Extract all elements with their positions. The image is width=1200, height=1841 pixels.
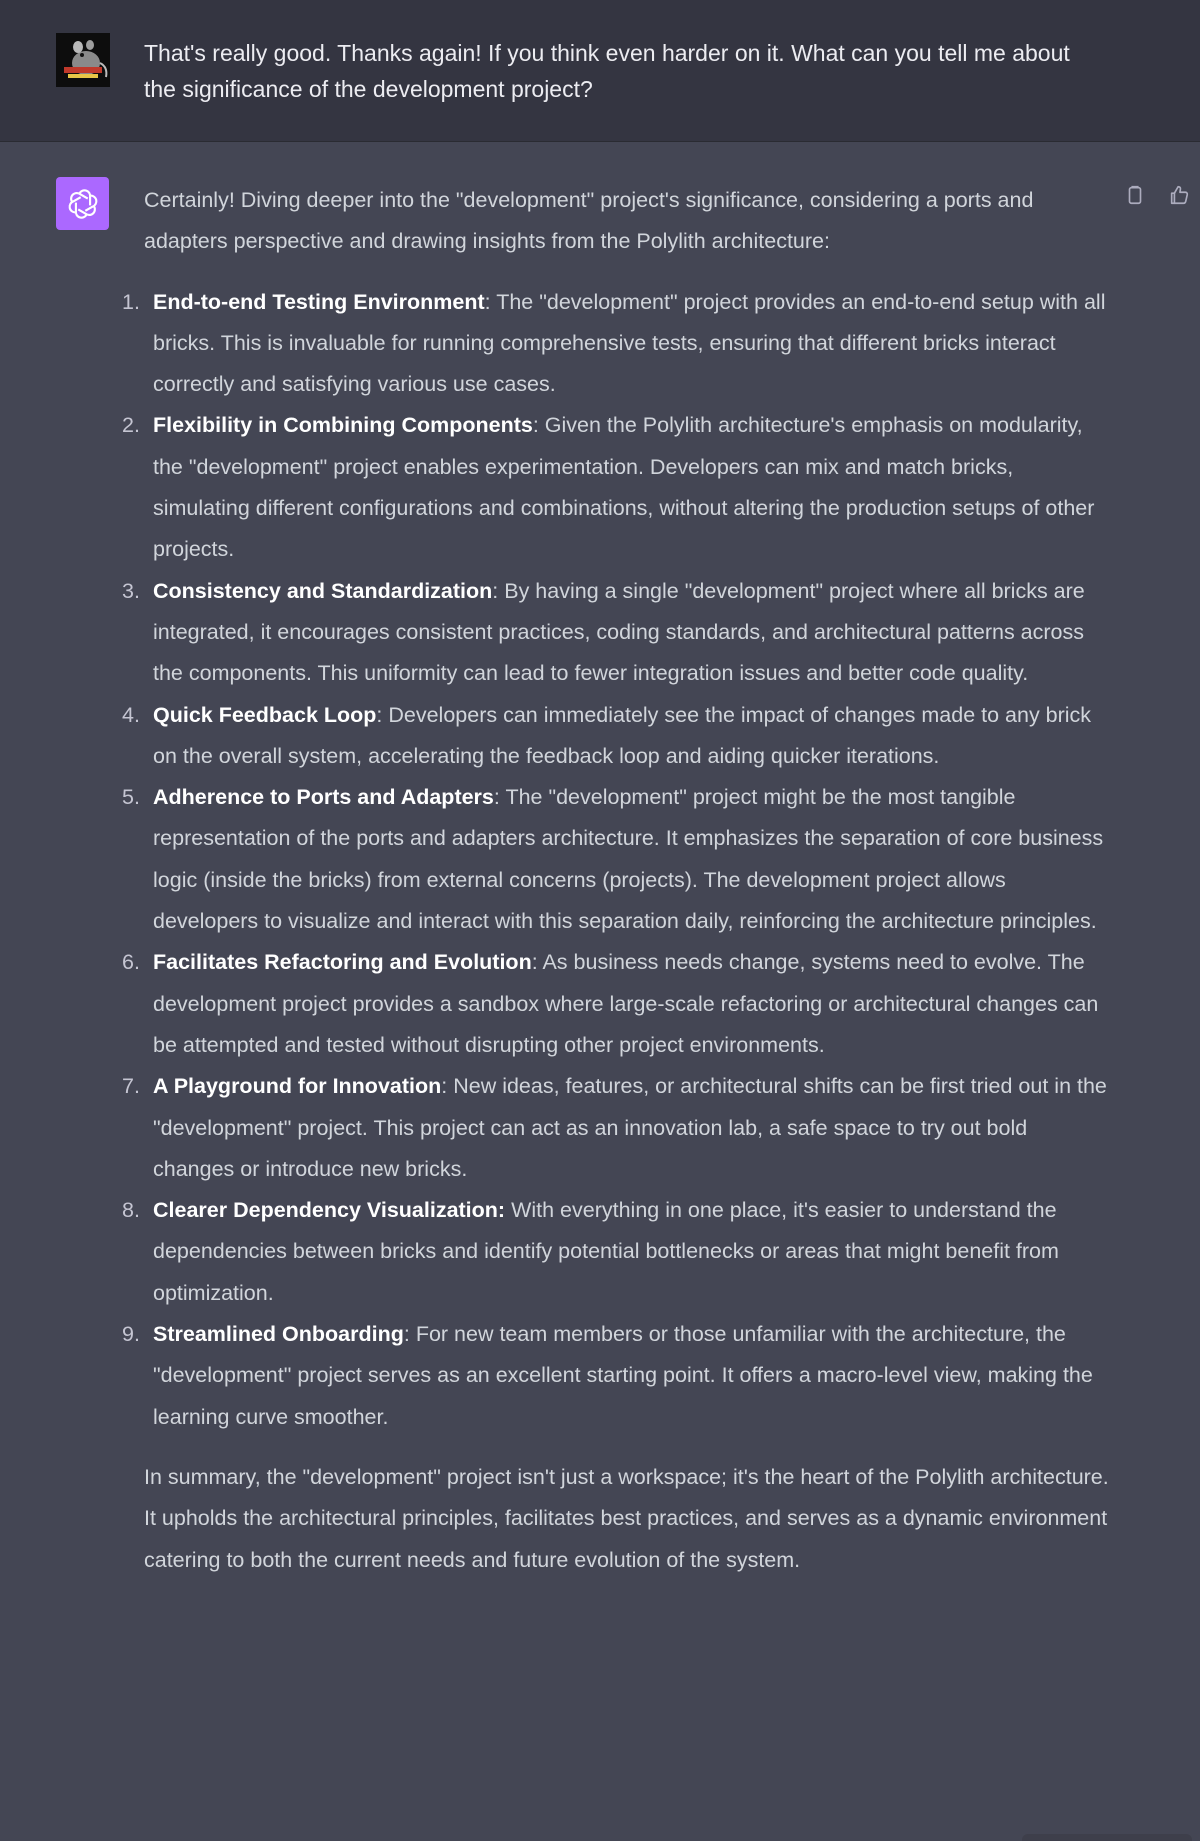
assistant-message (0, 142, 1200, 1699)
point-body: : The "development" project provides an end-to-end setup with all bricks. This is invaluable for running comprehensive tests, ensuring that different bricks interact correctly and satisfying various use cases. (153, 289, 1106, 397)
list-item (122, 571, 1114, 695)
answer-summary: In summary, the "development" project isn't just a workspace; it's the heart of the Polylith architecture. It upholds the architectural principles, facilitates best practices, and serves as a dynamic environment catering to both the current needs and future evolution of the system. (144, 1464, 1109, 1572)
list-item (122, 695, 1114, 778)
list-number: 9. (122, 1322, 140, 1347)
list-item (122, 405, 1114, 570)
point-body: : Given the Polylith architecture's emphasis on modularity, the "development" project enables experimentation. Developers can mix and match bricks, simulating different configurations and combinations, without altering the production setups of other projects. (153, 413, 1095, 562)
list-number: 7. (122, 1074, 140, 1099)
point-title: Adherence to Ports and Adapters (153, 785, 494, 810)
list-number: 4. (122, 702, 140, 727)
list-item (122, 1066, 1114, 1190)
point-title: Quick Feedback Loop (153, 702, 377, 727)
point-title: Clearer Dependency Visualization: (153, 1198, 506, 1223)
list-number: 6. (122, 950, 140, 975)
point-body: : As business needs change, systems need to evolve. The development project provides a sandbox where large-scale refactoring or architectural changes can be attempted and tested without disrupting other project environments. (153, 950, 1099, 1057)
point-title: Consistency and Standardization (153, 578, 493, 603)
openai-logo-icon (56, 177, 109, 230)
thumbs-up-icon (1168, 184, 1190, 206)
assistant-answer (122, 180, 1114, 1581)
list-number: 5. (122, 785, 140, 810)
point-title: Flexibility in Combining Components (153, 413, 533, 438)
point-title: Streamlined Onboarding (153, 1322, 404, 1347)
point-body: : New ideas, features, or architectural shifts can be first tried out in the "development" project. This project can act as an innovation lab, a safe space to try out bold changes or introduce new bricks. (153, 1074, 1107, 1181)
list-number: 1. (122, 289, 140, 314)
point-title: Facilitates Refactoring and Evolution (153, 950, 532, 975)
rat-avatar-icon (56, 33, 110, 87)
user-message-text: That's really good. Thanks again! If you think even harder on it. What can you tell me about the significance of the development project? (144, 40, 1070, 102)
list-number: 2. (122, 413, 140, 438)
list-item (122, 777, 1114, 942)
thumbs-up-button[interactable] (1166, 182, 1192, 208)
list-item (122, 942, 1114, 1066)
point-body: : Developers can immediately see the impact of changes made to any brick on the overall system, accelerating the feedback loop and aiding quicker iterations. (153, 702, 1092, 768)
list-item (122, 1314, 1114, 1438)
answer-intro: Certainly! Diving deeper into the "development" project's significance, considering a ports and adapters perspective and drawing insights from the Polylith architecture: (144, 188, 1034, 254)
list-number: 8. (122, 1198, 140, 1223)
copy-button[interactable] (1122, 182, 1148, 208)
list-number: 3. (122, 578, 140, 603)
point-body: : The "development" project might be the most tangible representation of the ports and adapters architecture. It emphasizes the separation of core business logic (inside the bricks) from external concerns (projects). The development project allows developers to visualize and interact with this separation daily, reinforcing the architecture principles. (153, 785, 1104, 934)
point-body: With everything in one place, it's easier to understand the dependencies between bricks and identify potential bottlenecks or areas that might benefit from optimization. (153, 1198, 1059, 1305)
list-item (122, 282, 1114, 406)
message-actions (1122, 182, 1192, 208)
point-title: End-to-end Testing Environment (153, 289, 485, 314)
clipboard-icon (1124, 184, 1146, 206)
point-body: : For new team members or those unfamiliar with the architecture, the "development" project serves as an excellent starting point. It offers a macro-level view, making the learning curve smoother. (153, 1322, 1093, 1429)
point-body: : By having a single "development" project where all bricks are integrated, it encourages consistent practices, coding standards, and architectural patterns across the components. This uniformity can lead to fewer integration issues and better code quality. (153, 578, 1085, 686)
user-message (0, 0, 1200, 142)
point-title: A Playground for Innovation (153, 1074, 442, 1099)
scroll-to-bottom-button[interactable] (1022, 1834, 1192, 1841)
list-item (122, 1190, 1114, 1314)
points-list (122, 282, 1114, 1438)
